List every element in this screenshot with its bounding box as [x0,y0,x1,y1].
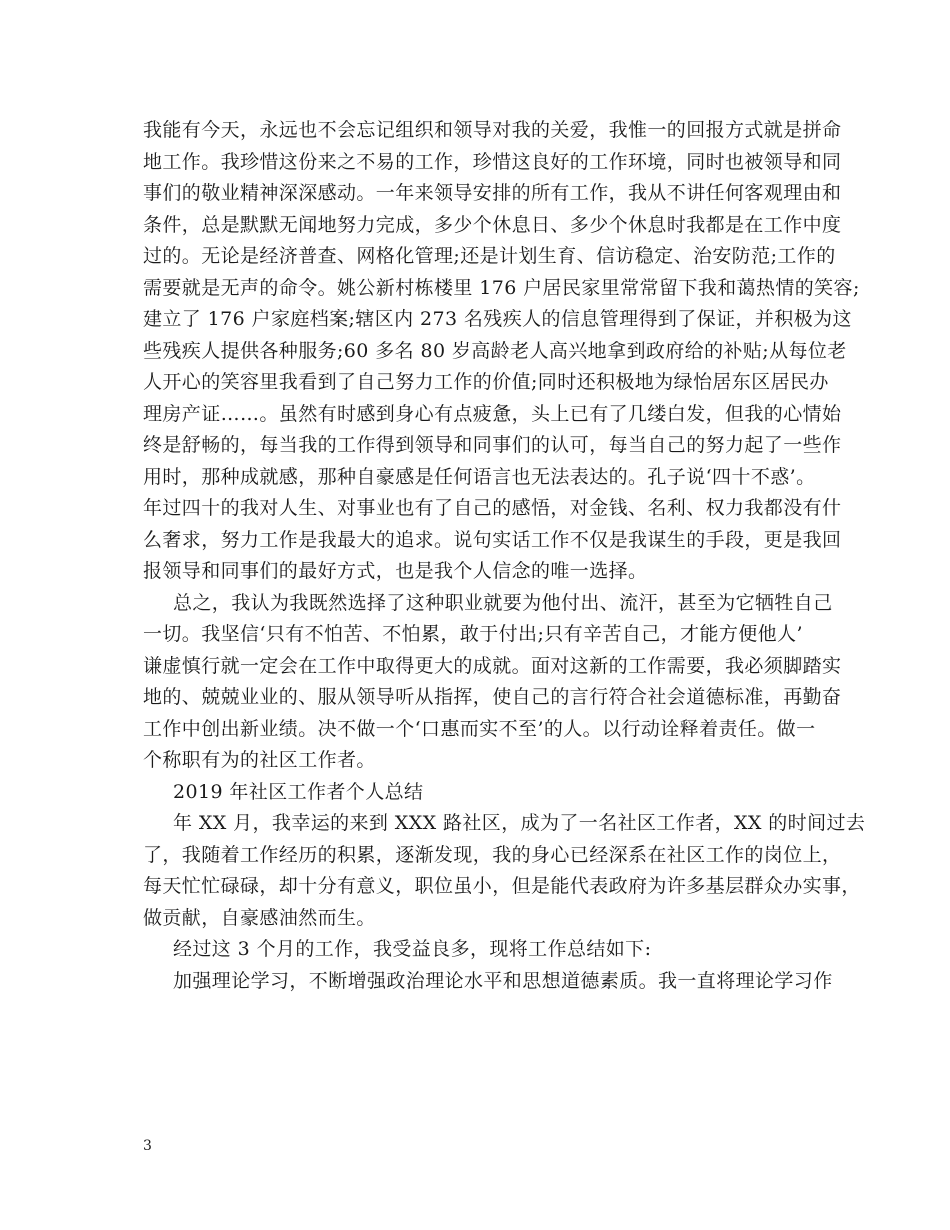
text-line: 些残疾人提供各种服务;60 多名 80 岁高龄老人高兴地拿到政府给的补贴;从每位老 [143,339,847,362]
text-line: 理房产证……。虽然有时感到身心有点疲惫，头上已有了几缕白发，但我的心情始 [143,402,842,425]
document-body [143,115,866,997]
text-line: 需要就是无声的命令。姚公新村栋楼里 176 户居民家里常常留下我和蔼热情的笑容; [143,276,860,299]
text-line: 年过四十的我对人生、对事业也有了自己的感悟，对金钱、名利、权力我都没有什 [143,497,842,519]
text-line: 个称职有为的社区工作者。 [143,749,376,771]
text-line: 终是舒畅的，每当我的工作得到领导和同事们的认可，每当自己的努力起了一些作 [143,434,842,456]
text-line: 经过这 3 个月的工作，我受益良多，现将工作总结如下: [173,938,652,960]
text-line: 2019 年社区工作者个人总结 [173,780,424,803]
text-line: 了，我随着工作经历的积累，逐渐发现，我的身心已经深系在社区工作的岗位上， [143,843,842,866]
text-line: 总之，我认为我既然选择了这种职业就要为他付出、流汗，甚至为它牺牲自己 [173,591,833,614]
text-line: 年 XX 月，我幸运的来到 XXX 路社区，成为了一名社区工作者，XX 的时间过去 [173,812,866,834]
text-line: 过的。无论是经济普查、网格化管理;还是计划生育、信访稳定、治安防范;工作的 [143,245,836,267]
text-line: 么奢求，努力工作是我最大的追求。说句实话工作不仅是我谋生的手段，更是我回 [143,528,842,551]
text-line: 人开心的笑容里我看到了自己努力工作的价值;同时还积极地为绿怡居东区居民办 [143,371,829,393]
text-line: 工作中创出新业绩。决不做一个‘口惠而实不至’的人。以行动诠释着责任。做一 [143,717,816,740]
text-line: 做贡献，自豪感油然而生。 [143,906,376,929]
text-line: 我能有今天，永远也不会忘记组织和领导对我的关爱，我惟一的回报方式就是拼命 [143,119,842,141]
text-line: 地工作。我珍惜这份来之不易的工作，珍惜这良好的工作环境，同时也被领导和同 [143,150,842,173]
text-line: 一切。我坚信‘只有不怕苦、不怕累，敢于付出;只有辛苦自己，才能方便他人’ [143,623,803,645]
text-line: 地的、兢兢业业的、服从领导听从指挥，使自己的言行符合社会道德标准，再勤奋 [143,686,842,708]
text-line: 加强理论学习，不断增强政治理论水平和思想道德素质。我一直将理论学习作 [173,969,833,992]
page-number: 3 [143,1138,152,1154]
text-line: 条件，总是默默无闻地努力完成，多少个休息日、多少个休息时我都是在工作中度 [143,213,842,236]
text-line: 事们的敬业精神深深感动。一年来领导安排的所有工作，我从不讲任何客观理由和 [143,182,842,204]
text-line: 用时，那种成就感，那种自豪感是任何语言也无法表达的。孔子说‘四十不惑’。 [143,465,816,488]
text-line: 谦虚慎行就一定会在工作中取得更大的成就。面对这新的工作需要，我必须脚踏实 [143,654,842,677]
text-line: 建立了 176 户家庭档案;辖区内 273 名残疾人的信息管理得到了保证，并积极为这 [143,308,852,330]
text-line: 报领导和同事们的最好方式，也是我个人信念的唯一选择。 [143,560,648,582]
text-line: 每天忙忙碌碌，却十分有意义，职位虽小，但是能代表政府为许多基层群众办实事， [143,875,861,897]
